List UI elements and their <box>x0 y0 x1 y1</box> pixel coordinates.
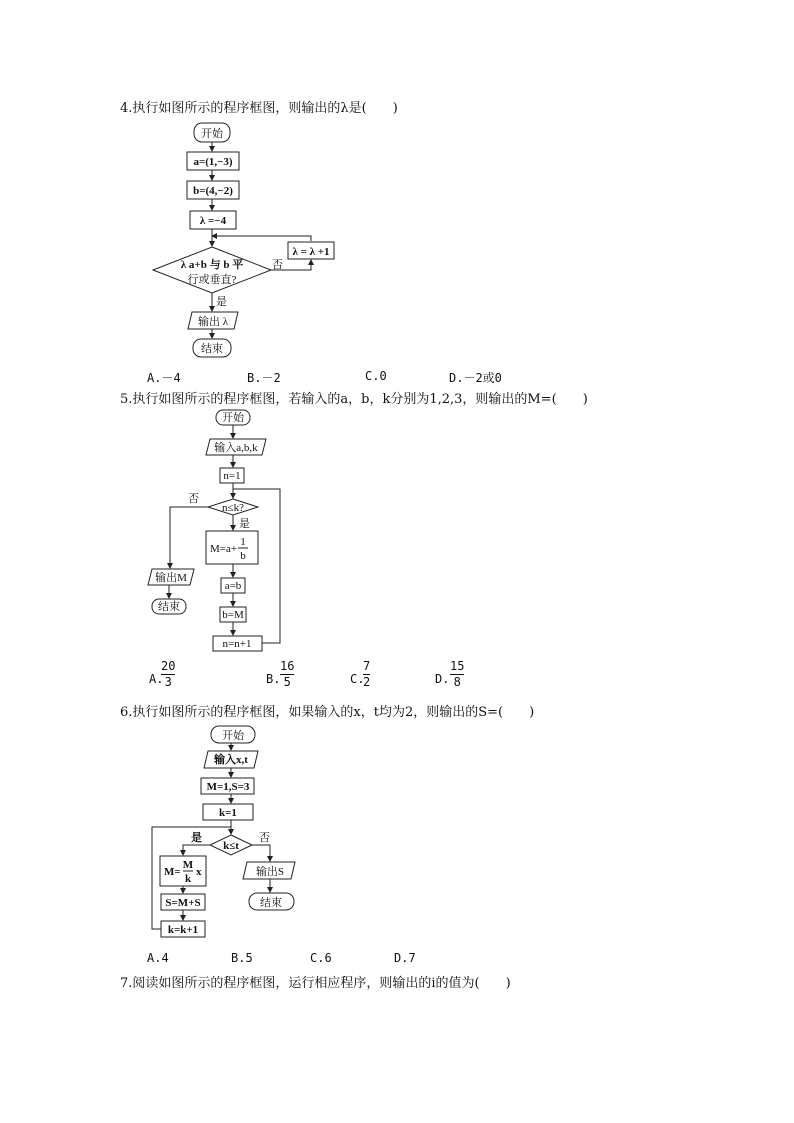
assign-b-label: b=M <box>222 609 244 621</box>
question-7-stem: 7.阅读如图所示的程序框图，运行相应程序，则输出的i的值为( ) <box>120 976 511 991</box>
option-d: D.7 <box>394 951 416 965</box>
option-a-denominator: 3 <box>164 675 172 689</box>
option-c-label: C. <box>350 672 365 686</box>
option-b-label: B. <box>266 672 281 686</box>
increment-label: n=n+1 <box>222 638 252 650</box>
option-d: D.－2或0 <box>449 371 502 385</box>
input-label: 输入a,b,k <box>214 442 258 454</box>
option-a-numerator: 20 <box>161 659 176 673</box>
assign-m-label: M=a+ <box>210 543 238 555</box>
condition-label: n≤k? <box>222 502 244 514</box>
question-5-stem: 5.执行如图所示的程序框图，若输入的a，b，k分别为1,2,3，则输出的M=( ) <box>120 392 588 407</box>
option-c: C.0 <box>365 369 387 383</box>
init-label: n=1 <box>223 470 241 482</box>
output-label: 输出 λ <box>197 316 229 328</box>
option-c-denominator: 2 <box>363 675 371 689</box>
yes-label: 是 <box>216 296 227 308</box>
option-b: B.5 <box>231 951 253 965</box>
option-a: A.4 <box>147 951 169 965</box>
assign-m-numerator: 1 <box>240 536 246 548</box>
assign-m-denominator: k <box>184 873 192 885</box>
option-d-label: D. <box>435 672 450 686</box>
option-c-numerator: 7 <box>363 659 371 673</box>
output-label: 输出M <box>155 572 187 584</box>
assign-m-denominator: b <box>240 550 246 562</box>
yes-label: 是 <box>191 832 202 844</box>
start-label: 开始 <box>222 730 244 742</box>
start-label: 开始 <box>222 412 244 424</box>
assign-a-label: a=b <box>224 580 242 592</box>
question-4-stem: 4.执行如图所示的程序框图，则输出的λ是( ) <box>120 101 398 116</box>
update-lambda-label: λ = λ +1 <box>292 246 330 258</box>
end-label: 结束 <box>260 897 282 909</box>
end-label: 结束 <box>158 601 180 613</box>
condition-line2: 行或垂直? <box>187 274 237 286</box>
assign-m-label: M= <box>164 866 181 878</box>
option-b-numerator: 16 <box>280 659 295 673</box>
question-6-stem: 6.执行如图所示的程序框图，如果输入的x，t均为2，则输出的S=( ) <box>120 705 535 720</box>
end-label: 结束 <box>201 343 223 355</box>
option-a-label: A. <box>149 672 164 686</box>
no-label: 否 <box>188 493 199 505</box>
assign-lambda-label: λ =−4 <box>199 215 227 227</box>
condition-line1: λ a+b 与 b 平 <box>180 259 244 271</box>
increment-label: k=k+1 <box>167 924 199 936</box>
no-label: 否 <box>259 832 270 844</box>
init-k-label: k=1 <box>219 807 237 819</box>
output-label: 输出S <box>255 866 285 878</box>
assign-s-label: S=M+S <box>165 897 201 909</box>
option-c: C.6 <box>310 951 332 965</box>
option-a: A.－4 <box>147 371 181 385</box>
option-b: B.－2 <box>247 371 281 385</box>
condition-label: k≤t <box>223 840 239 852</box>
assign-m-tail: x <box>196 866 202 878</box>
option-b-denominator: 5 <box>283 675 291 689</box>
assign-b-label: b=(4,−2) <box>193 185 233 197</box>
start-label: 开始 <box>201 128 223 140</box>
option-d-numerator: 15 <box>450 659 465 673</box>
option-d-denominator: 8 <box>453 675 461 689</box>
assign-a-label: a=(1,−3) <box>193 156 233 168</box>
assign-m-numerator: M <box>182 859 194 871</box>
yes-label: 是 <box>239 518 250 530</box>
init-label: M=1,S=3 <box>206 781 250 793</box>
input-label: 输入x,t <box>214 754 248 766</box>
no-label: 否 <box>272 259 283 271</box>
